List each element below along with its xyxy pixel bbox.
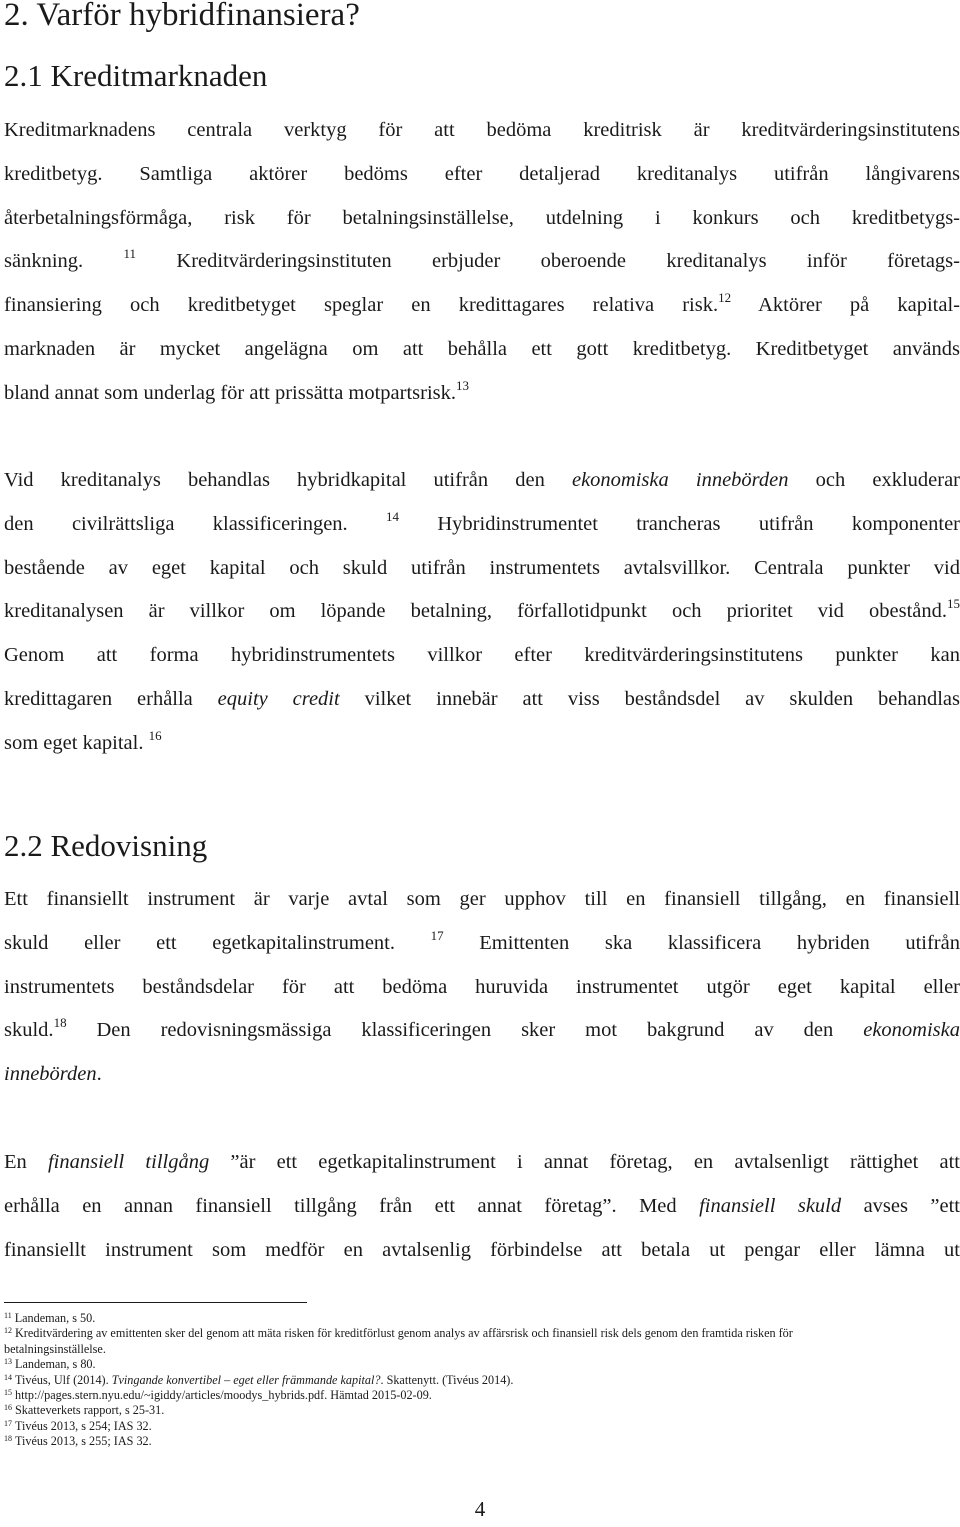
footnote-11: $^{11}$ Landeman, s 50.	[4, 1311, 96, 1325]
footnote-18: $^{18}$ Tivéus 2013, s 255; IAS 32.	[4, 1434, 152, 1449]
footnote-ref-14: 14	[386, 508, 400, 524]
text-line: finansiering och kreditbetyget speglar en kredittagares relativa risk.$^{12}$ Aktörer på kapital-	[4, 290, 960, 317]
footnote-16: $^{16}$ Skatteverkets rapport, s 25-31.	[4, 1403, 165, 1418]
text-line: bland annat som underlag för att prissätta motpartsrisk.$^{13}$	[4, 377, 470, 404]
footnote-separator	[4, 1302, 307, 1303]
text-line: den civilrättsliga klassificeringen. $^{14}$ Hybridinstrumentet trancheras utifrån komponenter	[4, 508, 960, 535]
text-line: instrumentets beståndsdelar för att bedöma huruvida instrumentet utgör eget kapital eller	[4, 975, 960, 998]
text-line: Ett finansiellt instrument är varje avtal som ger upphov till en finansiell tillgång, en finansiell	[4, 888, 960, 910]
footnotes	[4, 1311, 960, 1450]
text-line: sänkning. $^{11}$ Kreditvärderingsinstituten erbjuder oberoende kreditanalys inför företags-	[4, 246, 960, 273]
text-line: innebörden.	[4, 1063, 102, 1086]
footnote-12-continued: betalningsinställelse.	[4, 1341, 106, 1356]
text-line: som eget kapital. $^{16}$	[4, 727, 162, 754]
text-line: skuld.$^{18}$ Den redovisningsmässiga klassificeringen sker mot bakgrund av den ekonomiska	[4, 1015, 960, 1042]
text-line: Genom att forma hybridinstrumentets villkor efter kreditvärderingsinstitutens punkter kan	[4, 644, 960, 667]
footnote-link[interactable]: http://pages.stern.nyu.edu/~igiddy/articles/moodys_hybrids.pdf. Hämtad 2015-02-09.	[15, 1387, 432, 1402]
section-heading: 2. Varför hybridfinansiera?	[4, 0, 360, 33]
subsection-heading-redovisning: 2.2 Redovisning	[4, 828, 208, 863]
paragraph-kreditmarknaden-1	[4, 109, 960, 416]
footnote-12: $^{12}$ Kreditvärdering av emittenten sker del genom att mäta risken för kreditförlust genom analys av affärsrisk och finansiell risk dels genom den framtida risken för	[4, 1326, 793, 1341]
text-line: återbetalningsförmåga, risk för betalningsinställelse, utdelning i konkurs och kreditbetygs-	[4, 206, 960, 229]
text-line: finansiellt instrument som medför en avtalsenlig förbindelse att betala ut pengar eller lämna ut	[4, 1238, 960, 1261]
text-line: Vid kreditanalys behandlas hybridkapital utifrån den ekonomiska innebörden och exkluderar	[4, 469, 960, 491]
subsection-heading-kreditmarknaden: 2.1 Kreditmarknaden	[4, 58, 268, 93]
page-number: 4	[474, 1497, 486, 1521]
paragraph-redovisning-1	[4, 878, 960, 1097]
footnote-ref-15: 15	[947, 596, 960, 612]
footnote-ref-13: 13	[456, 377, 470, 393]
text-line: kreditbetyg. Samtliga aktörer bedöms efter detaljerad kreditanalys utifrån långivarens	[4, 162, 960, 185]
footnote-ref-16: 16	[148, 727, 162, 743]
footnote-ref-11: 11	[123, 246, 137, 262]
text-line: En finansiell tillgång ”är ett egetkapitalinstrument i annat företag, en avtalsenligt rättighet att	[4, 1151, 960, 1173]
paragraph-redovisning-2	[4, 1141, 960, 1272]
text-line: kreditanalysen är villkor om löpande betalning, förfallotidpunkt och prioritet vid obestånd.$^{15}$	[4, 596, 960, 623]
text-line: Kreditmarknadens centrala verktyg för att bedöma kreditrisk är kreditvärderingsinstitutens	[4, 119, 960, 141]
text-line: bestående av eget kapital och skuld utifrån instrumentets avtalsvillkor. Centrala punkter vid	[4, 556, 960, 579]
footnote-ref-18: 18	[53, 1015, 67, 1031]
text-line: erhålla en annan finansiell tillgång från ett annat företag”. Med finansiell skuld avses ”ett	[4, 1194, 960, 1217]
footnote-17: $^{17}$ Tivéus 2013, s 254; IAS 32.	[4, 1418, 152, 1433]
text-line: kredittagaren erhålla equity credit vilket innebär att viss beståndsdel av skulden behandlas	[4, 687, 960, 710]
footnote-13: $^{13}$ Landeman, s 80.	[4, 1357, 96, 1372]
footnote-ref-12: 12	[718, 290, 732, 306]
footnote-14: $^{14}$ Tivéus, Ulf (2014). Tvingande konvertibel – eget eller främmande kapital?. Skattenytt. (Tivéus 2014).	[4, 1372, 514, 1387]
footnote-ref-17: 17	[430, 927, 444, 943]
footnote-15: $^{15}$ http://pages.stern.nyu.edu/~igiddy/articles/moodys_hybrids.pdf. Hämtad 2015-02-09.	[4, 1387, 432, 1402]
text-line: marknaden är mycket angelägna om att behålla ett gott kreditbetyg. Kreditbetyget används	[4, 337, 960, 360]
paragraph-kreditmarknaden-2	[4, 459, 960, 766]
text-line: skuld eller ett egetkapitalinstrument. $^{17}$ Emittenten ska klassificera hybriden utifrån	[4, 927, 960, 954]
